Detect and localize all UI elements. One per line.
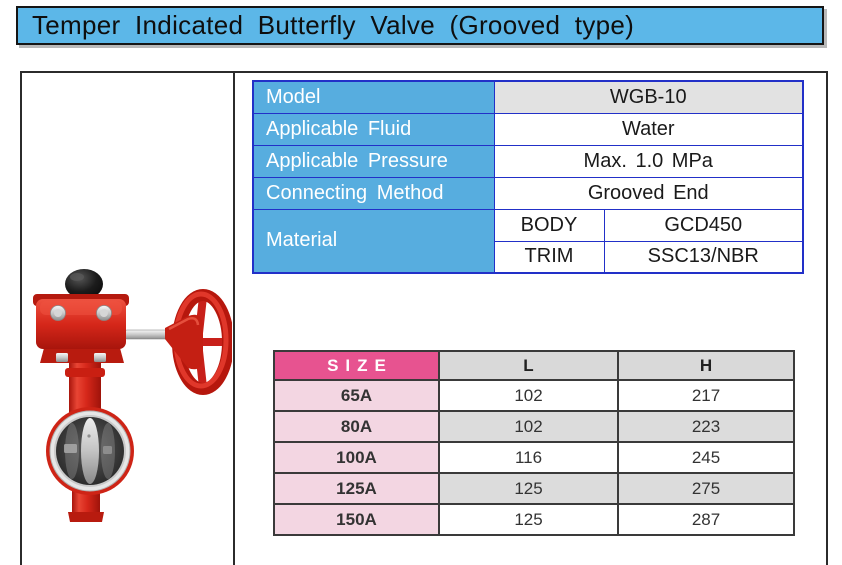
spec-value-fluid: Water xyxy=(494,113,803,145)
valve-flange xyxy=(40,348,124,363)
panel-divider xyxy=(233,73,235,565)
size-cell-h: 287 xyxy=(618,504,794,535)
spec-label-material: Material xyxy=(253,209,494,273)
size-header-row xyxy=(274,351,794,380)
spec-label-connecting: Connecting Method xyxy=(253,177,494,209)
spec-material-part-body: BODY xyxy=(494,209,604,241)
spec-label-pressure: Applicable Pressure xyxy=(253,145,494,177)
size-header-l: L xyxy=(439,351,618,380)
size-cell-h: 217 xyxy=(618,380,794,411)
size-table xyxy=(273,350,795,536)
valve-disc xyxy=(46,407,134,495)
product-panel xyxy=(20,71,828,565)
spec-row-pressure xyxy=(253,145,803,177)
size-row-80a xyxy=(274,411,794,442)
spec-label-fluid: Applicable Fluid xyxy=(253,113,494,145)
spec-table xyxy=(252,80,804,274)
spec-material-value-trim: SSC13/NBR xyxy=(604,241,803,273)
size-cell-l: 125 xyxy=(439,504,618,535)
size-cell-h: 275 xyxy=(618,473,794,504)
size-header-size: SIZE xyxy=(274,351,439,380)
size-cell-l: 102 xyxy=(439,411,618,442)
size-cell-size: 150A xyxy=(274,504,439,535)
spec-material-value-body: GCD450 xyxy=(604,209,803,241)
size-cell-size: 125A xyxy=(274,473,439,504)
size-row-65a xyxy=(274,380,794,411)
valve-photo xyxy=(32,266,232,528)
size-cell-h: 223 xyxy=(618,411,794,442)
page-title: Temper Indicated Butterfly Valve (Grooved type) xyxy=(32,10,635,40)
size-cell-l: 125 xyxy=(439,473,618,504)
size-row-100a xyxy=(274,442,794,473)
valve-photo-svg xyxy=(32,266,232,528)
size-row-150a xyxy=(274,504,794,535)
spec-value-connecting: Grooved End xyxy=(494,177,803,209)
size-cell-l: 116 xyxy=(439,442,618,473)
spec-material-part-trim: TRIM xyxy=(494,241,604,273)
size-cell-l: 102 xyxy=(439,380,618,411)
spec-row-fluid xyxy=(253,113,803,145)
size-cell-h: 245 xyxy=(618,442,794,473)
spec-value-pressure: Max. 1.0 MPa xyxy=(494,145,803,177)
size-header-h: H xyxy=(618,351,794,380)
valve-gearbox xyxy=(33,294,129,349)
valve-handwheel xyxy=(165,294,228,389)
valve-neck xyxy=(65,360,105,414)
size-cell-size: 65A xyxy=(274,380,439,411)
size-cell-size: 100A xyxy=(274,442,439,473)
spec-value-model: WGB-10 xyxy=(494,81,803,113)
spec-label-model: Model xyxy=(253,81,494,113)
spec-row-connecting xyxy=(253,177,803,209)
spec-row-model xyxy=(253,81,803,113)
size-cell-size: 80A xyxy=(274,411,439,442)
page-title-bar xyxy=(16,6,824,45)
spec-row-material-body xyxy=(253,209,803,241)
size-row-125a xyxy=(274,473,794,504)
